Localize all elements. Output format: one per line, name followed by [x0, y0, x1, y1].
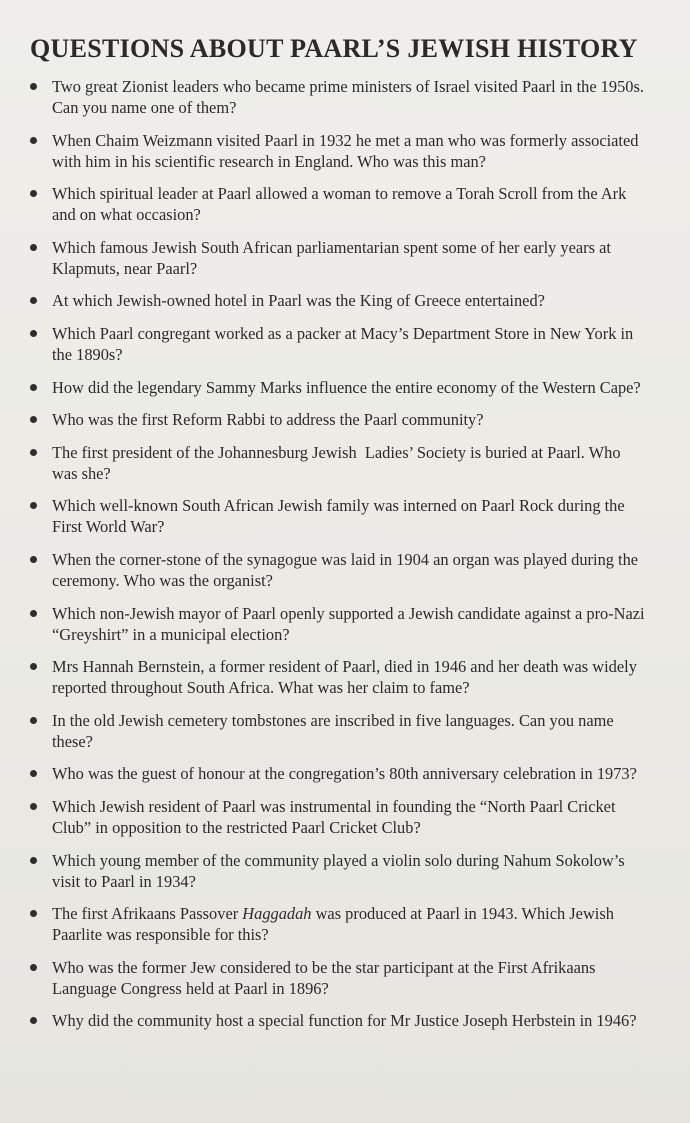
question-text: At which Jewish-owned hotel in Paarl was the King of Greece entertained? — [52, 291, 545, 311]
bullet-icon — [30, 610, 37, 617]
italic-term: Haggadah — [242, 904, 312, 924]
list-item — [30, 495, 646, 537]
bullet-icon — [30, 384, 37, 391]
question-text: The first president of the Johannesburg Jewish Ladies’ Society is buried at Paarl. Who was she? — [52, 442, 625, 483]
list-item — [30, 1010, 646, 1031]
bullet-icon — [30, 502, 37, 509]
question-text: Which young member of the community played a violin solo during Nahum Sokolow’s visit to Paarl in 1934? — [52, 850, 625, 891]
question-list — [30, 76, 646, 1031]
bullet-icon — [30, 556, 37, 563]
bullet-icon — [30, 910, 37, 917]
list-item — [30, 130, 646, 172]
question-text: Which Paarl congregant worked as a packer at Macy’s Department Store in New York in the 1890s? — [52, 323, 634, 364]
question-text: Why did the community host a special function for Mr Justice Joseph Herbstein in 1946? — [52, 1011, 637, 1031]
list-item — [30, 76, 646, 118]
bullet-icon — [30, 244, 37, 251]
list-item — [30, 763, 646, 784]
question-text: Which non-Jewish mayor of Paarl openly supported a Jewish candidate against a pro-Nazi “Greyshirt” in a municipal election? — [52, 603, 645, 644]
bullet-icon — [30, 770, 37, 777]
bullet-icon — [30, 964, 37, 971]
question-text: Which spiritual leader at Paarl allowed a woman to remove a Torah Scroll from the Ark and on what occasion? — [52, 184, 627, 225]
list-item — [30, 442, 646, 484]
list-item — [30, 603, 646, 645]
bullet-icon — [30, 137, 37, 144]
list-item — [30, 409, 646, 430]
bullet-icon — [30, 717, 37, 724]
question-text: When the corner-stone of the synagogue was laid in 1904 an organ was played during the ceremony. Who was the organist? — [52, 549, 639, 590]
list-item — [30, 796, 646, 838]
bullet-icon — [30, 449, 37, 456]
question-text: Who was the former Jew considered to be the star participant at the First Afrikaans Language Congress held at Paarl in 1896? — [52, 957, 596, 998]
question-text-part: The first Afrikaans Passover — [52, 904, 243, 924]
list-item — [30, 549, 646, 591]
question-text: Which Jewish resident of Paarl was instrumental in founding the “North Paarl Cricket Club” in opposition to the restricted Paarl Cricket Club? — [52, 796, 616, 837]
bullet-icon — [30, 857, 37, 864]
question-text: When Chaim Weizmann visited Paarl in 1932 he met a man who was formerly associated with him in his scientific research in England. Who was this man? — [52, 130, 639, 171]
question-text — [52, 903, 646, 945]
list-item — [30, 656, 646, 698]
page-title: QUESTIONS ABOUT PAARL’S JEWISH HISTORY — [30, 34, 638, 63]
bullet-icon — [30, 297, 37, 304]
question-text: How did the legendary Sammy Marks influence the entire economy of the Western Cape? — [52, 377, 641, 397]
list-item — [30, 710, 646, 752]
question-text: Mrs Hannah Bernstein, a former resident of Paarl, died in 1946 and her death was widely reported throughout South Africa. What was her claim to fame? — [52, 657, 637, 698]
list-item — [30, 237, 646, 279]
list-item — [30, 957, 646, 999]
question-text-part: was produced at Paarl in 1943. Which Jewish Paarlite was responsible for this? — [52, 904, 614, 945]
bullet-icon — [30, 330, 37, 337]
list-item — [30, 850, 646, 892]
bullet-icon — [30, 663, 37, 670]
bullet-icon — [30, 416, 37, 423]
list-item — [30, 290, 646, 311]
list-item — [30, 323, 646, 365]
question-text: Who was the guest of honour at the congregation’s 80th anniversary celebration in 1973? — [52, 764, 637, 784]
bullet-icon — [30, 83, 37, 90]
question-text: Who was the first Reform Rabbi to address the Paarl community? — [52, 410, 484, 430]
bullet-icon — [30, 190, 37, 197]
bullet-icon — [30, 803, 37, 810]
question-text: Which famous Jewish South African parliamentarian spent some of her early years at Klapmuts, near Paarl? — [52, 237, 611, 278]
list-item — [30, 377, 646, 398]
bullet-icon — [30, 1017, 37, 1024]
question-text: Which well-known South African Jewish family was interned on Paarl Rock during the First World War? — [52, 496, 625, 537]
question-text: Two great Zionist leaders who became prime ministers of Israel visited Paarl in the 1950s. Can you name one of them? — [52, 77, 644, 117]
list-item — [30, 903, 646, 945]
list-item — [30, 183, 646, 225]
question-text: In the old Jewish cemetery tombstones are inscribed in five languages. Can you name these? — [52, 710, 614, 751]
